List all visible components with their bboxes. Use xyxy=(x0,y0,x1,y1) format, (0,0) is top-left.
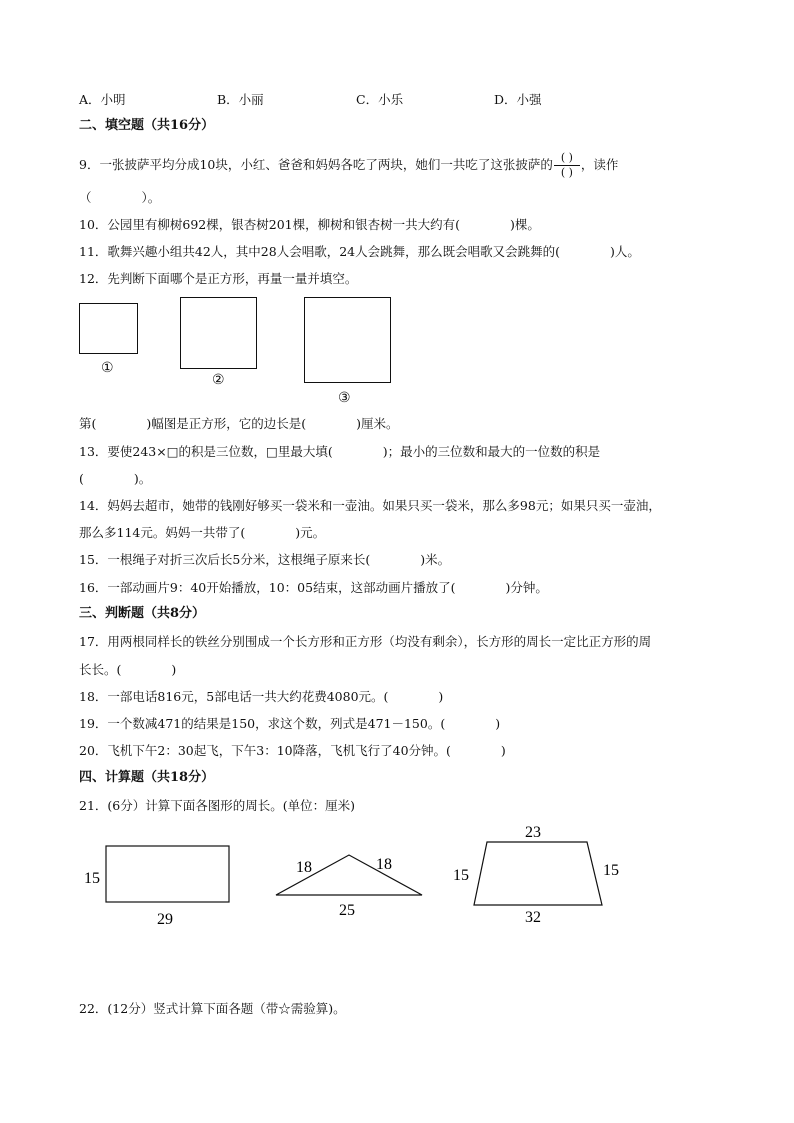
trap-top-label: 23 xyxy=(525,824,541,841)
question-9 xyxy=(79,152,618,179)
rect-side-label: 15 xyxy=(84,870,100,887)
figure-2-label: ② xyxy=(212,372,225,388)
section-fill-title: 二、填空题（共16分） xyxy=(79,118,215,133)
question-12: 12．先判断下面哪个是正方形，再量一量并填空。 xyxy=(79,271,358,286)
figure-3-square xyxy=(304,297,391,383)
question-19: 19．一个数减471的结果是150，求这个数，列式是471－150。( ) xyxy=(79,716,501,731)
question-15: 15．一根绳子对折三次后长5分米，这根绳子原来长( )米。 xyxy=(79,552,451,567)
tri-right-label: 18 xyxy=(376,856,392,873)
question-17: 17．用两根同样长的铁丝分别围成一个长方形和正方形（均没有剩余），长方形的周长一定比正方形的周 xyxy=(79,634,652,649)
fraction-denominator: ( ) xyxy=(560,166,573,179)
figure-3-label: ③ xyxy=(338,390,351,406)
rect-bottom-label: 29 xyxy=(157,911,173,928)
option-d: D．小强 xyxy=(494,92,542,107)
trap-bottom-label: 32 xyxy=(525,909,541,926)
question-21: 21．(6分）计算下面各图形的周长。(单位：厘米) xyxy=(79,798,355,813)
section-calc-title: 四、计算题（共18分） xyxy=(79,770,215,785)
option-b: B．小丽 xyxy=(217,92,264,107)
tri-left-label: 18 xyxy=(296,859,312,876)
option-c: C．小乐 xyxy=(356,92,404,107)
question-18: 18．一部电话816元，5部电话一共大约花费4080元。( ) xyxy=(79,689,444,704)
section-judge-title: 三、判断题（共8分） xyxy=(79,606,206,621)
question-13-blank: ( )。 xyxy=(79,471,152,486)
question-12-fill: 第( )幅图是正方形，它的边长是( )厘米。 xyxy=(79,416,399,431)
figure-trapezoid xyxy=(474,842,602,905)
tri-bottom-label: 25 xyxy=(339,902,355,919)
question-16: 16．一部动画片9：40开始播放，10：05结束，这部动画片播放了( )分钟。 xyxy=(79,580,548,595)
question-9-text: 9．一张披萨平均分成10块，小红、爸爸和妈妈各吃了两块，她们一共吃了这张披萨的 xyxy=(79,157,553,172)
question-9-blank: （ ）。 xyxy=(79,190,161,205)
fraction-blank xyxy=(554,152,580,179)
figure-rectangle xyxy=(106,846,229,902)
question-14: 14．妈妈去超市，她带的钱刚好够买一袋米和一壶油。如果只买一袋米，那么多98元；如果只买一壶油， xyxy=(79,498,661,513)
question-11: 11．歌舞兴趣小组共42人，其中28人会唱歌，24人会跳舞，那么既会唱歌又会跳舞的( )人。 xyxy=(79,244,640,259)
question-22: 22．(12分）竖式计算下面各题（带☆需验算)。 xyxy=(79,1001,346,1016)
question-13: 13．要使243×□的积是三位数，□里最大填( )；最小的三位数和最大的一位数的积是 xyxy=(79,444,601,459)
figure-1-rectangle xyxy=(79,303,138,354)
question-10: 10．公园里有柳树692棵，银杏树201棵，柳树和银杏树一共大约有( )棵。 xyxy=(79,217,540,232)
trap-left-label: 15 xyxy=(453,867,469,884)
figure-2-rectangle xyxy=(180,297,257,369)
question-20: 20．飞机下午2：30起飞，下午3：10降落，飞机飞行了40分钟。( ) xyxy=(79,743,506,758)
option-a: A．小明 xyxy=(79,92,126,107)
fraction-numerator: ( ) xyxy=(560,151,573,164)
question-14-cont: 那么多114元。妈妈一共带了( )元。 xyxy=(79,525,326,540)
trap-right-label: 15 xyxy=(603,862,619,879)
figure-1-label: ① xyxy=(101,360,114,376)
question-9-read-as: ，读作 xyxy=(580,157,619,172)
question-17-cont: 长长。( ) xyxy=(79,662,177,677)
perimeter-figures xyxy=(0,820,794,940)
